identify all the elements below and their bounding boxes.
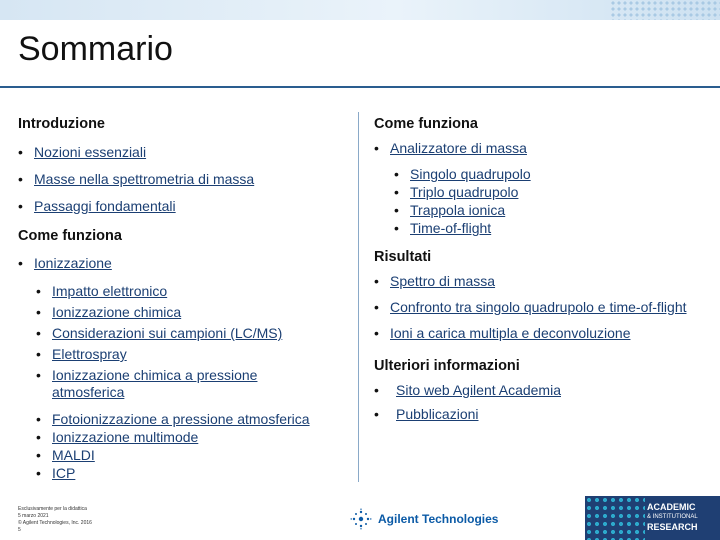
academic-label-3: RESEARCH xyxy=(647,522,698,532)
list-item[interactable] xyxy=(394,183,531,201)
list-item[interactable] xyxy=(36,304,336,321)
more-info-heading: Ulteriori informazioni xyxy=(374,358,520,374)
agilent-academia-link[interactable]: Sito web Agilent Academia xyxy=(396,382,561,398)
ionization-list xyxy=(18,255,112,271)
list-item[interactable] xyxy=(18,171,254,187)
footer-line-3: © Agilent Technologies, Inc. 2016 xyxy=(18,520,92,526)
analyzer-sub-link-2[interactable]: Triplo quadrupolo xyxy=(410,184,519,200)
list-item[interactable] xyxy=(36,428,346,446)
column-divider xyxy=(358,112,359,482)
analyzer-link[interactable]: Analizzatore di massa xyxy=(390,140,527,156)
list-item[interactable] xyxy=(36,283,336,300)
list-item[interactable] xyxy=(18,144,254,160)
intro-link-3[interactable]: Passaggi fondamentali xyxy=(34,198,176,214)
results-list xyxy=(374,273,714,349)
more-info-list xyxy=(374,382,561,422)
analyzer-sub-link-4[interactable]: Time-of-flight xyxy=(410,220,492,236)
list-item[interactable] xyxy=(18,255,112,271)
dot-pattern-icon xyxy=(585,496,645,540)
list-item[interactable] xyxy=(374,382,561,398)
footer-line-2: 5 marzo 2021 xyxy=(18,513,49,519)
list-item[interactable] xyxy=(374,140,527,156)
ion-sub-link-9[interactable]: ICP xyxy=(52,465,76,481)
list-item[interactable] xyxy=(18,198,254,214)
ion-sub-link-3[interactable]: Considerazioni sui campioni (LC/MS) xyxy=(52,325,283,341)
ion-sub-link-2[interactable]: Ionizzazione chimica xyxy=(52,304,182,320)
academic-research-logo xyxy=(585,496,720,540)
how-heading-left: Come funziona xyxy=(18,228,122,244)
top-banner xyxy=(0,0,720,20)
agilent-spark-icon xyxy=(350,508,372,530)
ion-sub-link-6[interactable]: Fotoionizzazione a pressione atmosferica xyxy=(52,411,310,427)
title-divider xyxy=(0,86,720,88)
analyzer-sub-link-3[interactable]: Trappola ionica xyxy=(410,202,506,218)
list-item[interactable] xyxy=(36,346,336,363)
list-item[interactable] xyxy=(394,165,531,183)
intro-list xyxy=(18,144,254,225)
list-item[interactable] xyxy=(394,219,531,237)
page-number: 5 xyxy=(18,527,21,533)
results-link-3[interactable]: Ioni a carica multipla e deconvoluzione xyxy=(390,325,631,341)
ion-sub-link-4[interactable]: Elettrospray xyxy=(52,346,127,362)
list-item[interactable] xyxy=(36,410,346,428)
results-heading: Risultati xyxy=(374,249,432,265)
intro-heading: Introduzione xyxy=(18,116,105,132)
ion-sub-link-8[interactable]: MALDI xyxy=(52,447,95,463)
academic-label-2: & INSTITUTIONAL xyxy=(647,514,698,520)
list-item[interactable] xyxy=(374,325,714,341)
ionization-sub-list-2 xyxy=(36,410,346,482)
slide-title: Sommario xyxy=(18,30,173,68)
list-item[interactable] xyxy=(36,446,346,464)
footer-notes xyxy=(18,506,92,534)
analyzer-sub-link-1[interactable]: Singolo quadrupolo xyxy=(410,166,531,182)
academic-label-1: ACADEMIC xyxy=(647,502,696,512)
analyzer-list xyxy=(374,140,527,156)
list-item[interactable] xyxy=(374,273,714,289)
list-item[interactable] xyxy=(374,406,561,422)
ion-sub-link-5[interactable]: Ionizzazione chimica a pressione atmosferica xyxy=(52,367,258,400)
intro-link-1[interactable]: Nozioni essenziali xyxy=(34,144,147,160)
ion-sub-link-7[interactable]: Ionizzazione multimode xyxy=(52,429,199,445)
agilent-brand xyxy=(350,508,498,530)
ionization-link[interactable]: Ionizzazione xyxy=(34,255,112,271)
results-link-2[interactable]: Confronto tra singolo quadrupolo e time-of-flight xyxy=(390,299,687,315)
agilent-wordmark: Agilent Technologies xyxy=(378,512,499,526)
how-heading-right: Come funziona xyxy=(374,116,478,132)
list-item[interactable] xyxy=(394,201,531,219)
list-item[interactable] xyxy=(374,299,714,315)
list-item[interactable] xyxy=(36,325,336,342)
analyzer-sub-list xyxy=(394,165,531,237)
results-link-1[interactable]: Spettro di massa xyxy=(390,273,496,289)
ion-sub-link-1[interactable]: Impatto elettronico xyxy=(52,283,168,299)
list-item[interactable] xyxy=(36,367,276,401)
publications-link[interactable]: Pubblicazioni xyxy=(396,406,479,422)
intro-link-2[interactable]: Masse nella spettrometria di massa xyxy=(34,171,255,187)
list-item[interactable] xyxy=(36,464,346,482)
footer-line-1: Esclusivamente per la didattica xyxy=(18,506,87,512)
ionization-sub-list xyxy=(36,283,336,405)
